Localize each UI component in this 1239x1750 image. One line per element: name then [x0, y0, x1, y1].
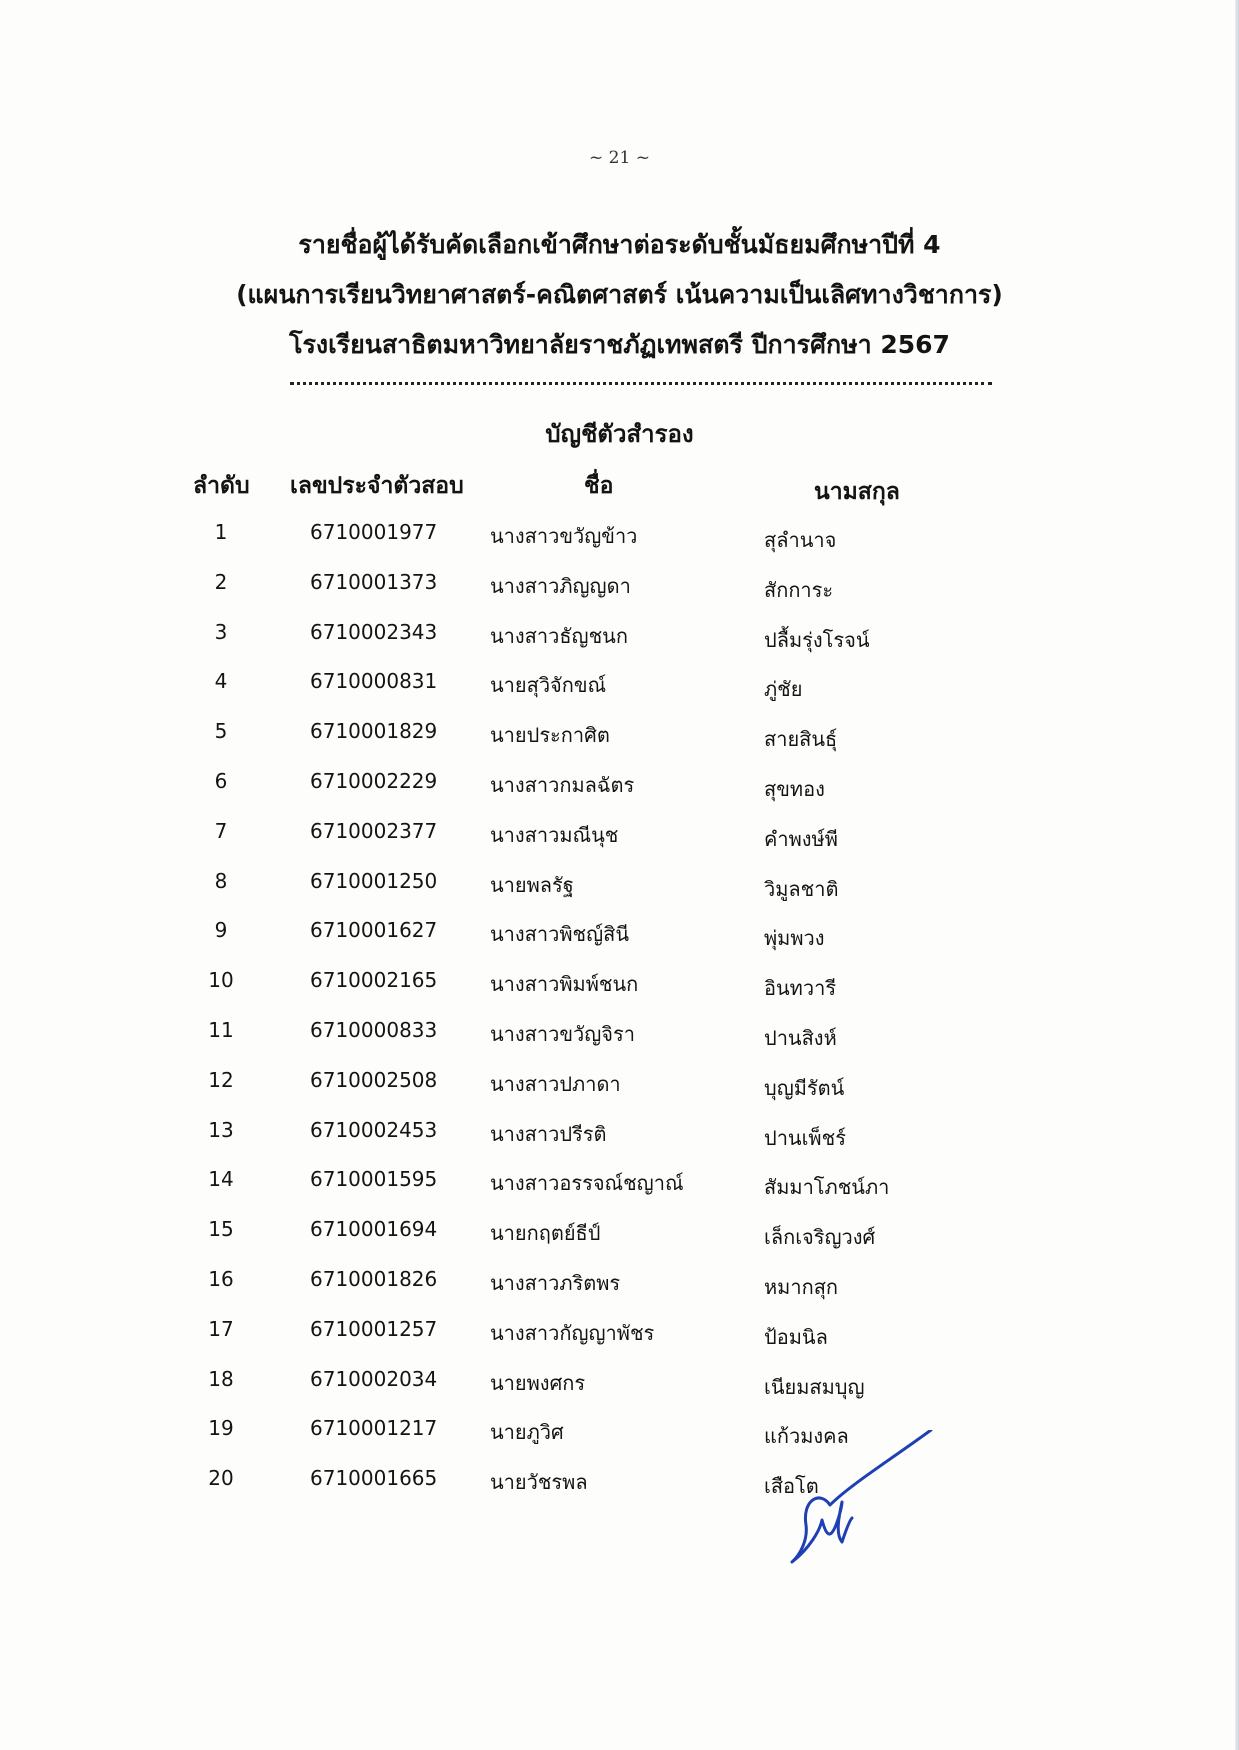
student-surname: บุญมีรัตน์: [764, 1075, 845, 1100]
student-name: นายกฤตย์ธีป์: [490, 1221, 601, 1246]
exam-id: 6710000833: [310, 1017, 438, 1042]
title-line-2: (แผนการเรียนวิทยาศาสตร์-คณิตศาสตร์ เน้นความเป็นเลิศทางวิชาการ): [236, 280, 1003, 309]
student-name: นางสาวอรรจณ์ชญาณ์: [490, 1171, 684, 1196]
row-number: 7: [214, 818, 228, 843]
exam-id: 6710002453: [310, 1117, 438, 1142]
student-name: นางสาวภริตพร: [490, 1270, 621, 1295]
row-number: 8: [214, 868, 228, 893]
student-name: นางสาวขวัญข้าว: [490, 524, 638, 548]
student-name: นางสาวกัญญาพัชร: [490, 1320, 655, 1345]
exam-id: 6710001826: [310, 1266, 438, 1291]
row-number: 9: [214, 918, 228, 943]
table-row: [0, 861, 1239, 911]
column-header-no: ลำดับ: [193, 473, 250, 499]
table-row: [0, 811, 1239, 861]
student-surname: แก้วมงคล: [764, 1424, 849, 1449]
exam-id: 6710002377: [310, 818, 438, 843]
student-surname: หมากสุก: [764, 1274, 839, 1299]
student-name: นายวัชรพล: [490, 1470, 588, 1495]
table-row: [0, 910, 1239, 960]
student-surname: คำพงษ์พี: [764, 826, 838, 851]
row-number: 1: [214, 520, 228, 544]
student-name: นางสาวปรีรติ: [490, 1121, 607, 1146]
student-surname: อินทวารี: [764, 976, 837, 1001]
table-row: [0, 1209, 1239, 1259]
exam-id: 6710001595: [310, 1167, 438, 1192]
student-name: นางสาวธัญชนก: [490, 623, 628, 648]
table-row: [0, 1159, 1239, 1209]
student-name: นางสาวกมลฉัตร: [490, 772, 635, 797]
student-surname: ภู่ชัย: [764, 677, 803, 702]
row-number: 15: [208, 1217, 234, 1242]
student-surname: พุ่มพวง: [764, 926, 825, 951]
student-surname: สักการะ: [764, 577, 834, 602]
row-number: 11: [208, 1017, 234, 1042]
table-row: [0, 1259, 1239, 1309]
student-name: นายประกาศิต: [490, 723, 610, 748]
table-row: [0, 661, 1239, 711]
table-row: [0, 711, 1239, 761]
student-surname: ปานสิงห์: [764, 1025, 837, 1050]
exam-id: 6710000831: [310, 669, 438, 694]
student-surname: ป้อมนิล: [764, 1324, 828, 1349]
table-row: [0, 1060, 1239, 1110]
student-surname: เนียมสมบุญ: [764, 1374, 865, 1399]
row-number: 3: [214, 619, 228, 644]
table-row: [0, 1309, 1239, 1359]
column-header-name: ชื่อ: [584, 473, 614, 499]
row-number: 20: [208, 1466, 234, 1491]
student-name: นางสาวพิมพ์ชนก: [490, 972, 639, 997]
exam-id: 6710001217: [310, 1416, 438, 1441]
dotted-divider: [290, 382, 992, 385]
table-row: [0, 562, 1239, 612]
row-number: 18: [208, 1366, 234, 1391]
table-row: [0, 1408, 1239, 1458]
table-row: [0, 1110, 1239, 1160]
row-number: 12: [208, 1067, 234, 1092]
row-number: 14: [208, 1167, 234, 1192]
student-name: นายพลรัฐ: [490, 872, 574, 897]
table-row: [0, 1010, 1239, 1060]
exam-id: 6710001627: [310, 918, 438, 943]
student-name: นางสาวภิญญดา: [490, 573, 631, 598]
column-header-exam-id: เลขประจำตัวสอบ: [290, 473, 464, 499]
page-number: ~ 21 ~: [589, 148, 650, 168]
student-surname: สัมมาโภชน์ภา: [764, 1175, 890, 1200]
title-line-1: รายชื่อผู้ได้รับคัดเลือกเข้าศึกษาต่อระดับชั้นมัธยมศึกษาปีที่ 4: [298, 230, 941, 259]
row-number: 13: [208, 1117, 234, 1142]
student-surname: ปานเพ็ชร์: [764, 1125, 846, 1150]
table-row: [0, 960, 1239, 1010]
exam-id: 6710001977: [310, 520, 438, 544]
student-surname: สุลำนาจ: [764, 528, 837, 552]
exam-id: 6710002343: [310, 619, 438, 644]
table-row: [0, 761, 1239, 811]
exam-id: 6710001694: [310, 1217, 438, 1242]
exam-id: 6710001829: [310, 719, 438, 744]
row-number: 10: [208, 968, 234, 993]
table-row: [0, 512, 1239, 562]
student-surname: ปลื้มรุ่งโรจน์: [764, 627, 870, 652]
student-name: นายสุวิจักขณ์: [490, 673, 607, 698]
row-number: 6: [214, 768, 228, 793]
table-row: [0, 612, 1239, 662]
row-number: 5: [214, 719, 228, 744]
row-number: 19: [208, 1416, 234, 1441]
exam-id: 6710002508: [310, 1067, 438, 1092]
student-name: นายพงศกร: [490, 1370, 586, 1395]
section-subtitle: บัญชีตัวสำรอง: [545, 420, 694, 448]
column-header-surname: นามสกุล: [814, 479, 900, 505]
table-row: [0, 1359, 1239, 1409]
student-surname: สุขทอง: [764, 776, 825, 801]
student-surname: วิมูลชาติ: [764, 876, 839, 901]
table-row: [0, 1458, 1239, 1508]
student-surname: เล็กเจริญวงศ์: [764, 1225, 876, 1250]
table-header: [0, 468, 1239, 504]
exam-id: 6710002165: [310, 968, 438, 993]
signature: [780, 1430, 940, 1570]
row-number: 16: [208, 1266, 234, 1291]
student-name: นางสาวมณีนุช: [490, 822, 619, 847]
student-name: นางสาวปภาดา: [490, 1071, 621, 1096]
student-name: นางสาวพิชญ์สินี: [490, 922, 630, 947]
exam-id: 6710001665: [310, 1466, 438, 1491]
row-number: 17: [208, 1316, 234, 1341]
exam-id: 6710001250: [310, 868, 438, 893]
row-number: 4: [214, 669, 228, 694]
reserve-list: [0, 512, 1239, 1508]
exam-id: 6710001257: [310, 1316, 438, 1341]
student-name: นางสาวขวัญจิรา: [490, 1021, 635, 1046]
exam-id: 6710001373: [310, 569, 438, 594]
exam-id: 6710002034: [310, 1366, 438, 1391]
student-surname: สายสินธุ์: [764, 727, 838, 752]
title-line-3: โรงเรียนสาธิตมหาวิทยาลัยราชภัฏเทพสตรี ปีการศึกษา 2567: [289, 330, 950, 359]
row-number: 2: [214, 569, 228, 594]
student-surname: เสือโต: [764, 1474, 819, 1499]
student-name: นายภูวิศ: [490, 1420, 564, 1445]
document-title: [0, 220, 1239, 370]
exam-id: 6710002229: [310, 768, 438, 793]
